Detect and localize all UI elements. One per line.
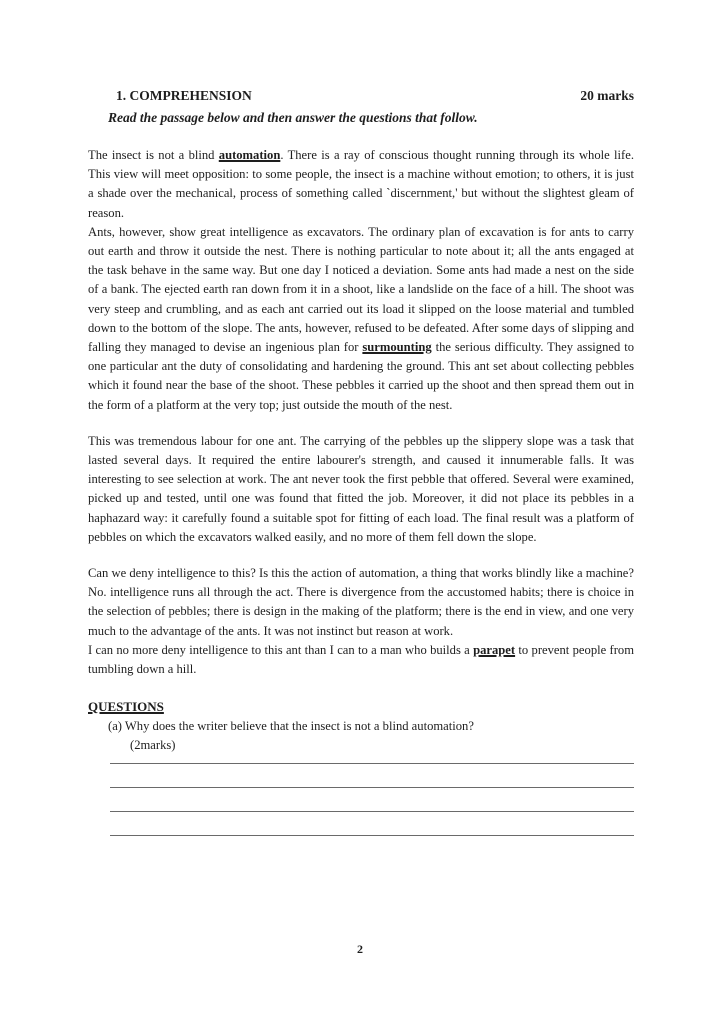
question-label: (a)	[108, 719, 125, 734]
section-title: 1. COMPREHENSION	[116, 88, 252, 103]
passage-paragraph	[88, 223, 634, 415]
passage-paragraph	[88, 146, 634, 223]
passage-text: . There is a ray of conscious thought running through its whole life. This view will meet opposition: to some people, the insect is a machine without emotion; to others, it is just a shade over the mechanical, process of something called `discernment,' but without the slightest gleam of reason.	[88, 148, 634, 220]
vocabulary-word: automation	[218, 148, 281, 162]
answer-line[interactable]	[110, 763, 634, 764]
passage-text: The insect is not a blind	[88, 148, 219, 162]
passage-text: Ants, however, show great intelligence as excavators. The ordinary plan of excavation is for ants to carry out earth and throw it outside the nest. There is nothing particular to note about it; all the ants engaged at the task behave in the same way. But one day I noticed a deviation. Some ants had made a nest on the side of a bank. The ejected earth ran down from it in a shoot, like a landslide on the face of a hill. The shoot was very steep and crumbling, and as each ant carried out its load it slipped on the loose material and tumbled down to the bottom of the slope. The ants, however, refused to be defeated. After some days of slipping and falling they managed to devise an ingenious plan for	[88, 224, 634, 355]
question-text: Why does the writer believe that the insect is not a blind automation?	[124, 719, 474, 734]
vocabulary-word: surmounting	[362, 340, 432, 355]
answer-line[interactable]	[110, 835, 634, 836]
passage-text: the serious difficulty. They assigned to one particular ant the duty of consolidating and hardening the ground. This ant set about collecting pebbles which it found near the base of the shoot. These pebbles it carried up the shoot and then spread them out in the form of a platform at the very top; just outside the mouth of the nest.	[88, 340, 634, 412]
questions-list	[88, 717, 634, 755]
section-header	[88, 88, 634, 106]
question-marks: (2marks)	[130, 738, 176, 753]
comprehension-passage	[88, 146, 634, 679]
instruction-text: Read the passage below and then answer the questions that follow.	[108, 110, 478, 125]
answer-line[interactable]	[110, 787, 634, 788]
passage-paragraph	[88, 641, 634, 679]
vocabulary-word: parapet	[473, 642, 516, 657]
passage-paragraph	[88, 564, 634, 641]
passage-text: to prevent people from tumbling down a hill.	[88, 642, 635, 677]
passage-text: This was tremendous labour for one ant. The carrying of the pebbles up the slippery slope was a task that lasted several days. It required the entire labourer's strength, and caused it innumerable falls. It was interesting to see selection at work. The ant never took the first pebble that offered. Several were examined, picked up and tested, until one was found that fitted the job. Moreover, it did not place its pebbles in a haphazard way: it carefully found a suitable spot for fitting of each load. The final result was a platform of pebbles on which the excavators walked easily, and no more of them fell down the slope.	[88, 433, 634, 544]
answer-lines	[110, 763, 634, 836]
answer-line[interactable]	[110, 811, 634, 812]
passage-text: I can no more deny intelligence to this ant than I can to a man who builds a	[88, 642, 474, 657]
passage-text: Can we deny intelligence to this? Is this the action of automation, a thing that works blindly like a machine? No. intelligence runs all through the act. There is divergence from the accustomed habits; there is choice in the selection of pebbles; there is design in the making of the platform; there is the end in view, and one very much to the advantage of the ants. It was not instinct but reason at work.	[88, 566, 634, 638]
questions-heading: QUESTIONS	[88, 699, 164, 715]
section-marks: 20 marks	[580, 88, 634, 103]
passage-paragraph	[88, 432, 634, 547]
question-item	[108, 717, 634, 755]
page-number: 2	[357, 942, 363, 956]
